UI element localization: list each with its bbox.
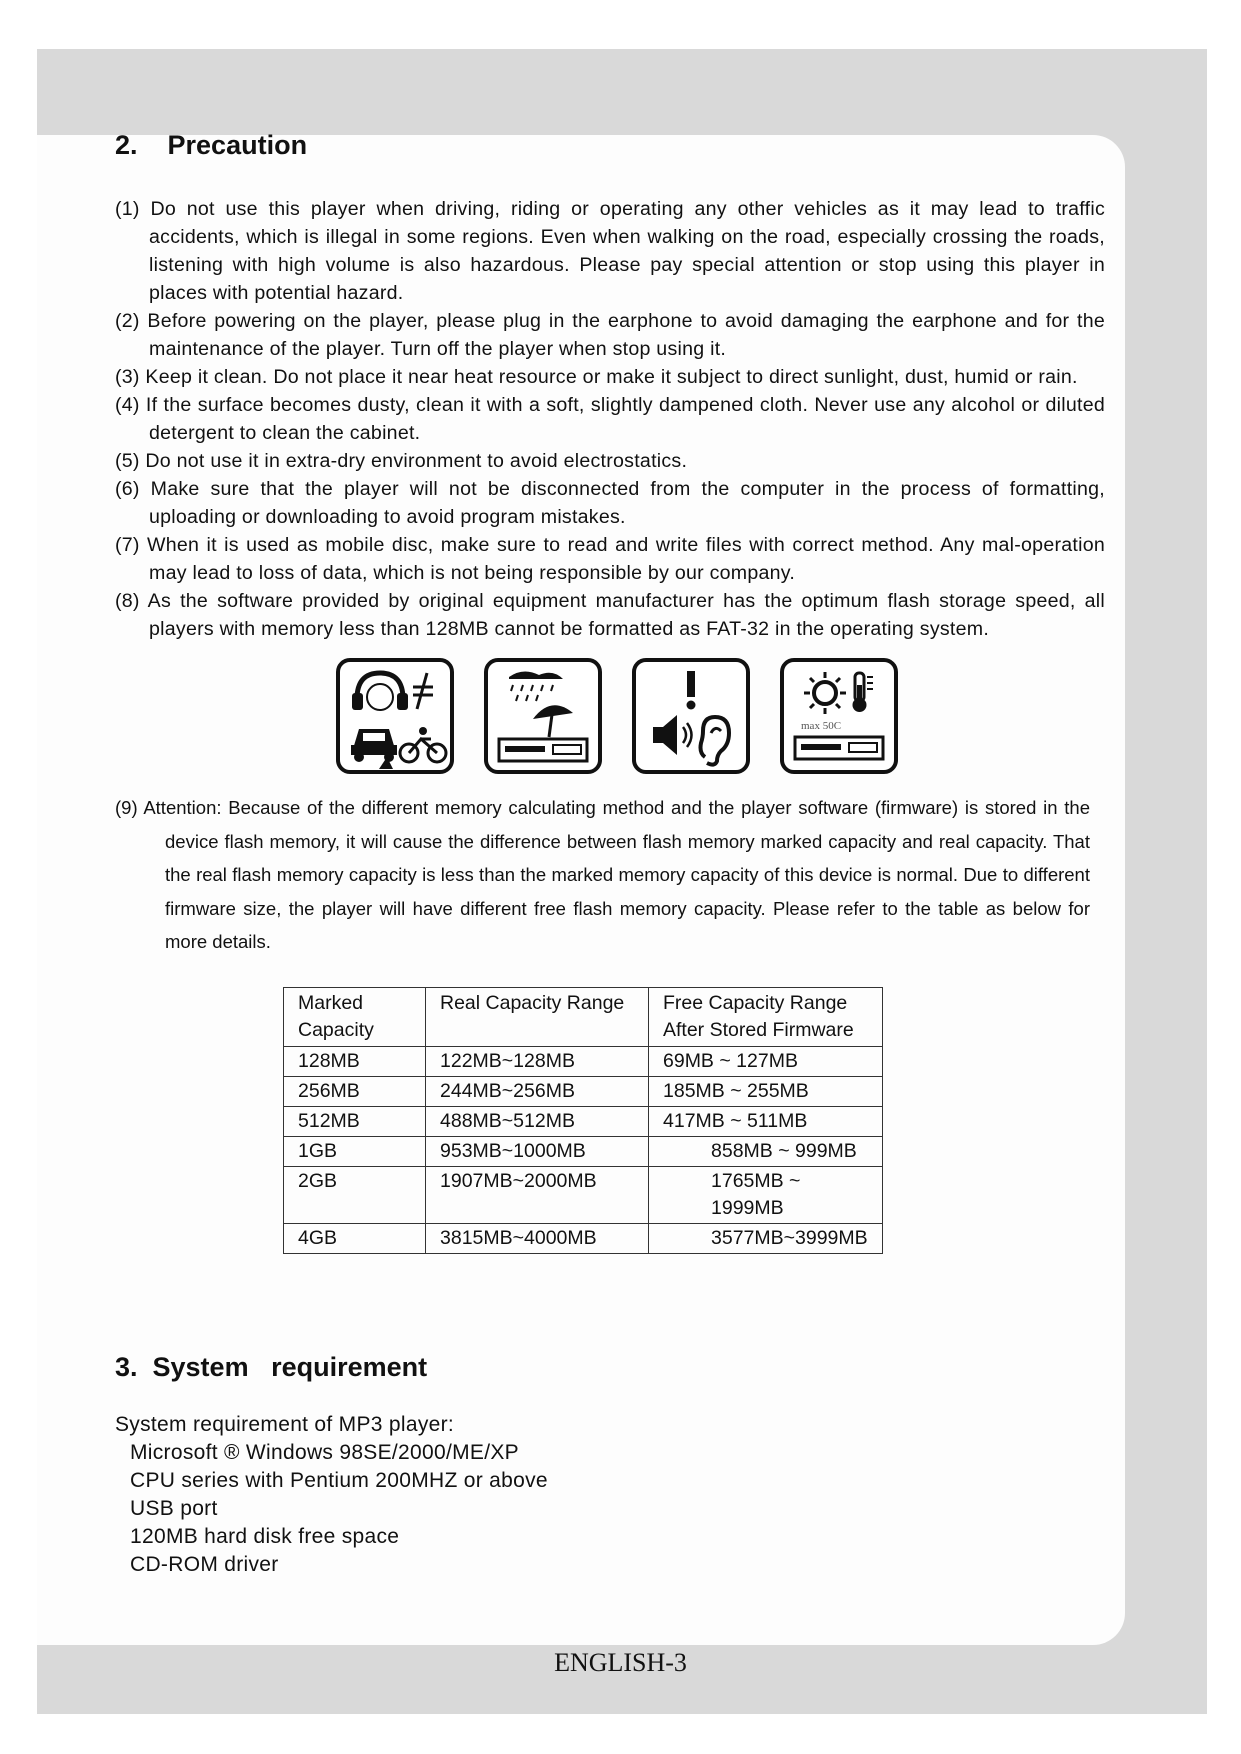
table-cell: 4GB	[284, 1223, 426, 1253]
table-cell: 512MB	[284, 1106, 426, 1136]
table-row	[284, 1136, 883, 1166]
table-cell: 244MB~256MB	[426, 1076, 649, 1106]
warning-icons	[335, 657, 1105, 775]
requirement-item: CD-ROM driver	[130, 1552, 279, 1576]
table-cell: 2GB	[284, 1166, 426, 1223]
table-cell: 1907MB~2000MB	[426, 1166, 649, 1223]
table-cell: 858MB ~ 999MB	[649, 1136, 883, 1166]
table-header-row	[284, 987, 883, 1046]
precaution-item: (4) If the surface becomes dusty, clean it with a soft, slightly dampened cloth. Never use any alcohol or diluted detergent to clean the cabinet.	[115, 394, 1105, 444]
table-cell: 3577MB~3999MB	[649, 1223, 883, 1253]
precaution-item-attention: (9) Attention: Because of the different memory calculating method and the player software (firmware) is stored in the device flash memory, it will cause the difference between flash memory marked capacity and real capacity. That the real flash memory capacity is less than the marked memory capacity of this device is normal. Due to different firmware size, the player will have different free flash memory capacity. Please refer to the table as below for more details.	[115, 797, 1090, 952]
table-cell: 1GB	[284, 1136, 426, 1166]
table-cell: 122MB~128MB	[426, 1046, 649, 1076]
table-row	[284, 1076, 883, 1106]
page-content	[115, 130, 1105, 1579]
requirement-item: 120MB hard disk free space	[130, 1524, 400, 1548]
table-header: Real Capacity Range	[426, 987, 649, 1046]
requirement-item: Microsoft ® Windows 98SE/2000/ME/XP	[130, 1440, 519, 1464]
table-cell: 128MB	[284, 1046, 426, 1076]
precaution-item: (2) Before powering on the player, please plug in the earphone to avoid damaging the earphone and for the maintenance of the player. Turn off the player when stop using it.	[115, 310, 1105, 360]
capacity-table	[283, 987, 883, 1254]
precaution-list	[115, 195, 1105, 643]
no-headphones-driving-icon	[335, 657, 455, 775]
precaution-item: (6) Make sure that the player will not be disconnected from the computer in the process of formatting, uploading or downloading to avoid program mistakes.	[115, 478, 1105, 528]
precaution-item: (5) Do not use it in extra-dry environment to avoid electrostatics.	[115, 450, 688, 472]
precaution-item: (1) Do not use this player when driving, riding or operating any other vehicles as it may lead to traffic accidents, which is illegal in some regions. Even when walking on the road, especially crossing the roads, listening with high volume is also hazardous. Please pay special attention or stop using this player in places with potential hazard.	[115, 198, 1105, 304]
icon-temp-label: max 50C	[801, 720, 842, 732]
requirement-item: USB port	[130, 1496, 218, 1520]
requirement-item: CPU series with Pentium 200MHZ or above	[130, 1468, 548, 1492]
page-footer: ENGLISH-3	[554, 1648, 687, 1677]
table-row	[284, 1046, 883, 1076]
table-cell: 417MB ~ 511MB	[649, 1106, 883, 1136]
table-row	[284, 1223, 883, 1253]
loud-volume-warning-icon	[631, 657, 751, 775]
table-cell: 1765MB ~ 1999MB	[649, 1166, 883, 1223]
precaution-item: (8) As the software provided by original equipment manufacturer has the optimum flash storage speed, all players with memory less than 128MB cannot be formatted as FAT-32 in the operating system.	[115, 590, 1105, 640]
table-cell: 185MB ~ 255MB	[649, 1076, 883, 1106]
system-requirements	[115, 1411, 1105, 1579]
table-row	[284, 1166, 883, 1223]
rain-device-icon	[483, 657, 603, 775]
precaution-item: (3) Keep it clean. Do not place it near heat resource or make it subject to direct sunlight, dust, humid or rain.	[115, 366, 1078, 388]
precaution-item: (7) When it is used as mobile disc, make sure to read and write files with correct method. Any mal-operation may lead to loss of data, which is not being responsible by our company.	[115, 534, 1105, 584]
temperature-warning-icon	[779, 657, 899, 775]
precaution-heading: 2. Precaution	[115, 130, 308, 160]
table-cell: 256MB	[284, 1076, 426, 1106]
table-row	[284, 1106, 883, 1136]
table-cell: 3815MB~4000MB	[426, 1223, 649, 1253]
table-cell: 69MB ~ 127MB	[649, 1046, 883, 1076]
table-cell: 953MB~1000MB	[426, 1136, 649, 1166]
table-header: Marked Capacity	[284, 987, 426, 1046]
system-heading: 3. System requirement	[115, 1351, 428, 1382]
table-cell: 488MB~512MB	[426, 1106, 649, 1136]
system-intro: System requirement of MP3 player:	[115, 1412, 455, 1436]
table-header: Free Capacity Range After Stored Firmware	[649, 987, 883, 1046]
